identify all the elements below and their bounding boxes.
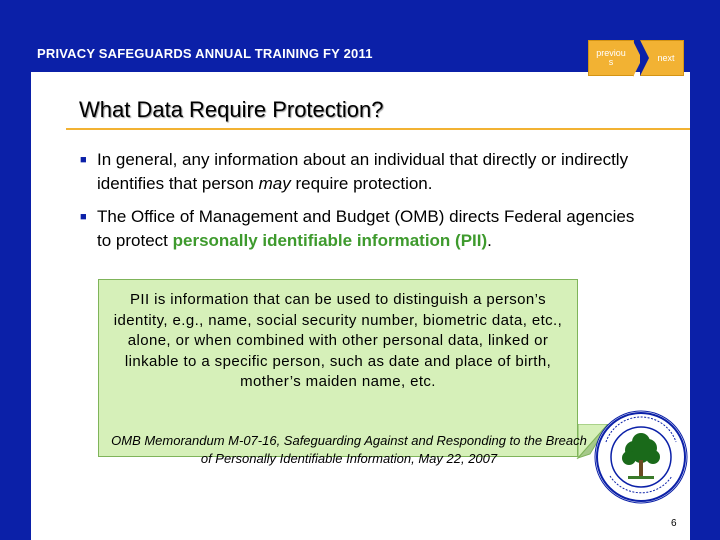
bullet-text-part: The Office of Management and Budget (OMB) directs Federal agencies bbox=[97, 207, 635, 226]
omb-citation: OMB Memorandum M-07-16, Safeguarding Against and Responding to the Breach of Personally Identifiable Information, May 22, 2007 bbox=[111, 433, 587, 466]
bullet-item-omb bbox=[80, 205, 670, 253]
header-title: PRIVACY SAFEGUARDS ANNUAL TRAINING FY 2011 bbox=[37, 46, 373, 61]
department-of-treasury-seal bbox=[594, 410, 688, 504]
page-title: What Data Require Protection? bbox=[79, 97, 384, 122]
bullet-text-part: . bbox=[487, 231, 492, 250]
next-button[interactable] bbox=[640, 40, 684, 76]
emphasis-text: may bbox=[258, 174, 291, 193]
page-number: 6 bbox=[671, 518, 677, 529]
previous-button-label: previou s bbox=[596, 48, 626, 67]
pii-definition-text: PII is information that can be used to distinguish a person’s identity, e.g., name, social security number, biometric data, etc., alone, or when combined with other personal data, linked or linkable to a specific person, such as date and place of birth, mother’s maiden name, etc. bbox=[113, 291, 563, 390]
bullet-text bbox=[80, 148, 670, 196]
bullet-text-part: to protect bbox=[97, 231, 173, 250]
bullet-text-part: In general, any information about an individual that directly or indirectly identifies that person bbox=[97, 150, 629, 193]
previous-button[interactable] bbox=[588, 40, 634, 76]
square-bullet-icon: ■ bbox=[80, 211, 87, 223]
bullet-item-general bbox=[80, 148, 670, 196]
bullet-text bbox=[80, 205, 670, 253]
square-bullet-icon: ■ bbox=[80, 154, 87, 166]
next-button-label: next bbox=[657, 52, 675, 63]
pii-highlight: personally identifiable information (PII) bbox=[172, 231, 488, 250]
bullet-text-part: require protection. bbox=[290, 174, 433, 193]
title-divider bbox=[66, 128, 690, 130]
